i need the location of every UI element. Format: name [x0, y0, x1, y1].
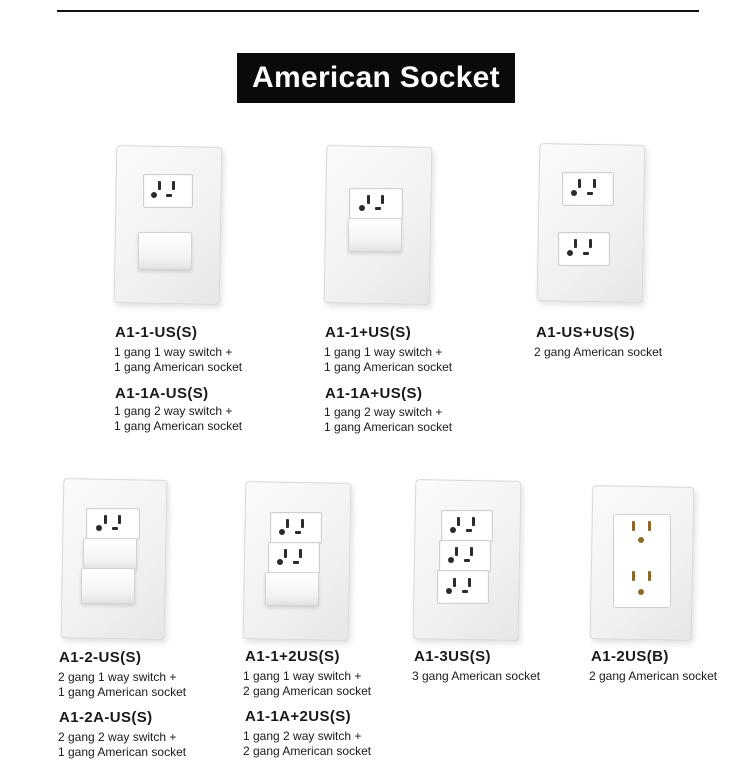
product-description: 1 gang 2 way switch + 1 gang American socket [114, 404, 243, 433]
product-code: A1-1+2US(S) [245, 648, 340, 665]
outlet-icon [268, 542, 320, 574]
product-code: A1-2-US(S) [59, 649, 142, 666]
product-code: A1-2A-US(S) [59, 709, 153, 726]
product-code: A1-1A-US(S) [115, 385, 209, 402]
product-description: 1 gang 2 way switch + 1 gang American socket [324, 405, 453, 434]
rocker-switch-icon [265, 572, 319, 606]
outlet-icon [143, 174, 193, 208]
rocker-switch-icon [348, 218, 402, 252]
product-description: 2 gang American socket [534, 345, 663, 359]
product-description: 1 gang 1 way switch + 1 gang American socket [114, 345, 243, 374]
outlet-icon [270, 512, 322, 544]
outlet-icon [558, 232, 610, 266]
decora-outlet-icon [613, 514, 671, 608]
product-description: 1 gang 1 way switch + 1 gang American socket [324, 345, 453, 374]
product-code: A1-US+US(S) [536, 324, 635, 341]
rocker-switch-icon [83, 538, 137, 570]
product-description: 2 gang American socket [589, 669, 718, 683]
outlet-icon [437, 570, 489, 604]
page-title: American Socket [237, 53, 515, 103]
top-divider [57, 10, 699, 12]
rocker-switch-icon [138, 232, 192, 270]
product-description: 1 gang 1 way switch + 2 gang American socket [243, 669, 372, 698]
product-code: A1-2US(B) [591, 648, 669, 665]
outlet-icon [86, 508, 140, 540]
rocker-switch-icon [81, 568, 135, 604]
outlet-icon [349, 188, 403, 220]
product-description: 3 gang American socket [412, 669, 541, 683]
product-code: A1-1-US(S) [115, 324, 198, 341]
product-code: A1-3US(S) [414, 648, 491, 665]
outlet-icon [441, 510, 493, 542]
product-description: 1 gang 2 way switch + 2 gang American socket [243, 729, 372, 758]
product-description: 2 gang 2 way switch + 1 gang American socket [58, 730, 187, 759]
outlet-icon [439, 540, 491, 572]
product-code: A1-1A+2US(S) [245, 708, 352, 725]
product-code: A1-1A+US(S) [325, 385, 423, 402]
outlet-icon [562, 172, 614, 206]
product-code: A1-1+US(S) [325, 324, 412, 341]
product-description: 2 gang 1 way switch + 1 gang American socket [58, 670, 187, 699]
